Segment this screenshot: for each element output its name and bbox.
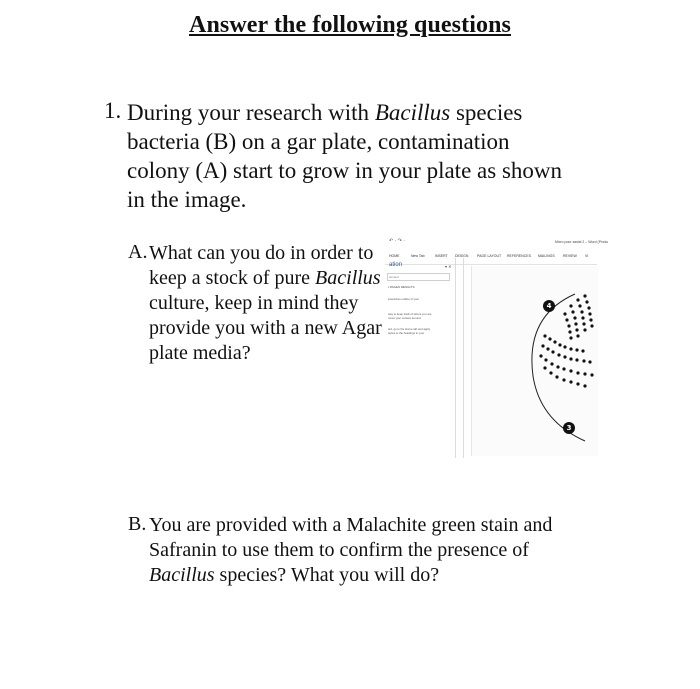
part-b-text-pre: You are provided with a Malachite green stain and Safranin to use them to confirm the presence of	[149, 514, 553, 561]
streak-7	[539, 354, 593, 376]
ribbon-tab-review: REVIEW	[563, 254, 577, 258]
nav-pane-tabs: ▪ PAGES RESULTS	[388, 285, 415, 289]
part-b-letter: B.	[128, 513, 147, 535]
embedded-screenshot	[385, 236, 609, 456]
part-b-text-post: species? What you will do?	[214, 564, 440, 586]
streak-4	[563, 312, 572, 339]
question-1-text-post: species bacteria (B) on a gar plate, contamination colony (A) start to grow in your plate as shown in the image.	[127, 100, 563, 212]
nav-pane-line: interactive outline of your	[388, 297, 420, 301]
question-1-text	[127, 98, 567, 214]
ribbon-tab-mailings: MAILINGS	[538, 254, 555, 258]
colony-label-b: 3	[563, 422, 575, 434]
colony-label-a: 4	[543, 300, 555, 312]
nav-pane-close-icon: ▾ ✕	[445, 264, 452, 269]
ribbon-tab-view: VI	[585, 254, 589, 258]
streak-2	[576, 298, 586, 331]
question-1-text-pre: During your research with	[127, 100, 375, 125]
part-b-italic-term: Bacillus	[149, 564, 215, 586]
question-1-italic-term: Bacillus	[374, 100, 451, 125]
nav-pane-line: ted, go to the Home tab and apply	[388, 327, 431, 331]
ribbon-tab-design: DESIGN	[455, 254, 469, 258]
part-a-letter: A.	[128, 241, 148, 263]
document-title: Micro pour assist 2 – Word (Produ	[555, 240, 609, 244]
ribbon-tab-layout: PAGE LAYOUT	[477, 254, 502, 258]
streak-3	[583, 294, 593, 327]
part-a-italic-term: Bacillus	[315, 267, 381, 289]
question-number: 1.	[104, 98, 122, 123]
page-title: Answer the following questions	[189, 12, 511, 38]
part-a-text	[149, 241, 389, 366]
part-a-text-post: culture, keep in mind they provide you with a new Agar plate media?	[149, 292, 382, 364]
quick-access-icons: ↶ · ↷ ·	[389, 238, 405, 244]
ribbon-tab-insert: INSERT	[435, 254, 448, 258]
nav-pane-line: styles to the headings in your	[388, 331, 425, 335]
part-a-text-pre: What can you do in order to keep a stock of pure	[149, 242, 374, 289]
ribbon-tab-new: New Tab	[411, 254, 425, 258]
nav-pane-title: ation	[389, 262, 403, 268]
nav-search-input: cument	[387, 273, 450, 281]
nav-pane-line: move your content around.	[388, 316, 422, 320]
part-b-text	[149, 513, 589, 588]
nav-pane-line: way to keep track of where you are	[388, 312, 432, 316]
ribbon-tab-home: HOME	[389, 254, 400, 258]
ribbon-tab-references: REFERENCES	[507, 254, 531, 258]
